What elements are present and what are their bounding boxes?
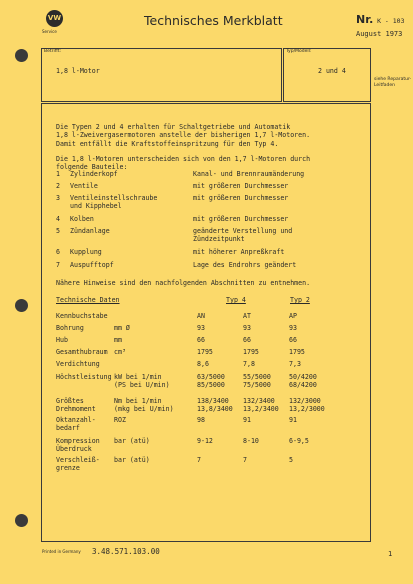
punch-hole-bottom (15, 514, 28, 527)
tech-cell-c: 132/3000 (289, 397, 321, 405)
tech-cell-c: 91 (289, 416, 297, 424)
typ-label: Typ/Modell: (286, 49, 312, 54)
tech-cell-label: Kennbuchstabe (56, 312, 108, 320)
tech-cell-a: 66 (197, 336, 205, 344)
tech-cell-label: Höchstleistung (56, 373, 112, 381)
tech-cell-b: AT (243, 312, 251, 320)
part-desc: mit höherer Anpreßkraft (193, 248, 285, 256)
tech-cell-a: AN (197, 312, 205, 320)
tech-cell-b: 13,2/3400 (243, 405, 279, 413)
tech-cell-label: Bohrung (56, 324, 84, 332)
list-item (56, 261, 297, 269)
part-name: Zündanlage (70, 227, 110, 235)
tech-cell-c: 93 (289, 324, 297, 332)
tech-cell-unit: mm (114, 336, 122, 344)
vw-logo: VW (46, 10, 63, 27)
tech-cell-unit: Nm bei 1/min (114, 397, 162, 405)
part-num: 6 (56, 248, 60, 256)
part-desc: mit größeren Durchmesser (193, 182, 289, 190)
part-name: Ventile (70, 182, 98, 190)
tech-cell-b: 93 (243, 324, 251, 332)
part-name: Zylinderkopf (70, 170, 118, 178)
nr-label: Nr. (356, 13, 374, 26)
document-number (356, 13, 405, 26)
tech-cell-label: Kompression (56, 437, 100, 445)
nr-value: K - 103 (377, 17, 405, 25)
tech-cell-unit: bar (atü) (114, 437, 150, 445)
typ-value: 2 und 4 (318, 67, 346, 75)
tech-cell-unit: bar (atü) (114, 456, 150, 464)
document-date: August 1973 (356, 30, 403, 38)
tech-cell-label: Hub (56, 336, 68, 344)
tech-cell-a: 1795 (197, 348, 213, 356)
list-item (56, 227, 293, 235)
tech-cell-c: 50/4200 (289, 373, 317, 381)
tech-cell-a: 7 (197, 456, 201, 464)
part-desc: Zündzeitpunkt (193, 235, 245, 243)
tech-cell-label: Oktanzahl- (56, 416, 96, 424)
tech-cell-unit: (PS bei U/min) (114, 381, 170, 389)
tech-cell-a: 63/5000 (197, 373, 225, 381)
part-num: 1 (56, 170, 60, 178)
col-header-typ4: Typ 4 (226, 296, 246, 304)
tech-cell-label: Überdruck (56, 445, 92, 453)
part-num: 2 (56, 182, 60, 190)
side-note: siehe Reparatur-Leitfaden (374, 77, 412, 88)
list-item (56, 170, 305, 178)
logo-subtext: Service (42, 29, 57, 34)
list-item (56, 182, 289, 190)
tech-cell-a: 8,6 (197, 360, 209, 368)
tech-cell-a: 93 (197, 324, 205, 332)
tech-cell-label: grenze (56, 464, 80, 472)
part-num: 7 (56, 261, 60, 269)
tech-cell-label: Verdichtung (56, 360, 100, 368)
tech-cell-a: 9-12 (197, 437, 213, 445)
part-num: 5 (56, 227, 60, 235)
tech-cell-c: 66 (289, 336, 297, 344)
tech-cell-label: Gesamthubraum (56, 348, 108, 356)
tech-cell-c: 68/4200 (289, 381, 317, 389)
part-name: Kupplung (70, 248, 102, 256)
part-name: und Kipphebel (70, 202, 122, 210)
col-header-typ2: Typ 2 (290, 296, 310, 304)
tech-cell-c: 1795 (289, 348, 305, 356)
typ-box (283, 48, 371, 102)
betrifft-box (41, 48, 282, 102)
page-title: Technisches Merkblatt (144, 13, 283, 28)
tech-cell-b: 7,8 (243, 360, 255, 368)
tech-cell-a: 13,8/3400 (197, 405, 233, 413)
tech-cell-unit: ROZ (114, 416, 126, 424)
tech-cell-unit: cm³ (114, 348, 126, 356)
betrifft-value: 1,8 l-Motor (56, 67, 100, 75)
tech-heading: Technische Daten (56, 296, 120, 304)
punch-hole-top (15, 49, 28, 62)
part-num: 3 (56, 194, 60, 202)
tech-cell-a: 138/3400 (197, 397, 229, 405)
tech-cell-label: Verschleiß- (56, 456, 100, 464)
note-text: Nähere Hinweise sind den nachfolgenden Abschnitten zu entnehmen. (56, 279, 311, 287)
betrifft-label: Betrifft: (44, 49, 62, 54)
tech-cell-c: AP (289, 312, 297, 320)
print-number: 3.48.571.103.00 (92, 547, 160, 556)
part-desc: geänderte Verstellung und (193, 227, 293, 235)
tech-cell-c: 6-9,5 (289, 437, 309, 445)
tech-cell-b: 91 (243, 416, 251, 424)
part-name: Kolben (70, 215, 94, 223)
tech-cell-label: Drehmoment (56, 405, 96, 413)
tech-cell-a: 98 (197, 416, 205, 424)
tech-cell-b: 55/5000 (243, 373, 271, 381)
intro-line: Damit entfällt die Kraftstoffeinspritzung für den Typ 4. (56, 139, 279, 148)
tech-cell-label: bedarf (56, 424, 80, 432)
part-name: Auspufftopf (70, 261, 114, 269)
tech-cell-unit: mm Ø (114, 324, 130, 332)
diff-line: Die 1,8 l-Motoren unterscheiden sich von den 1,7 l-Motoren durch (56, 154, 311, 163)
tech-cell-b: 132/3400 (243, 397, 275, 405)
part-name: Ventileinstellschraube (70, 194, 158, 202)
page-number: 1 (388, 550, 393, 558)
tech-cell-c: 5 (289, 456, 293, 464)
list-item (56, 248, 285, 256)
part-desc: Kanal- und Brennraumänderung (193, 170, 305, 178)
diff-line: folgende Bauteile: (56, 163, 128, 172)
tech-cell-b: 1795 (243, 348, 259, 356)
tech-cell-c: 7,3 (289, 360, 301, 368)
part-desc: Lage des Endrohrs geändert (193, 261, 297, 269)
part-desc: mit größeren Durchmesser (193, 215, 289, 223)
tech-cell-label: Größtes (56, 397, 84, 405)
tech-cell-b: 8-10 (243, 437, 259, 445)
tech-cell-b: 7 (243, 456, 247, 464)
printed-in: Printed in Germany (42, 549, 81, 554)
intro-line: Die Typen 2 und 4 erhalten für Schaltgetriebe und Automatik (56, 122, 291, 131)
tech-cell-unit: (mkg bei U/min) (114, 405, 174, 413)
part-num: 4 (56, 215, 60, 223)
tech-cell-unit: kW bei 1/min (114, 373, 162, 381)
list-item (56, 194, 289, 202)
punch-hole-middle (15, 299, 28, 312)
part-desc: mit größeren Durchmesser (193, 194, 289, 202)
list-item (56, 215, 289, 223)
intro-line: 1,8 l-Zweivergasermotoren anstelle der bisherigen 1,7 l-Motoren. (56, 131, 311, 140)
tech-cell-c: 13,2/3000 (289, 405, 325, 413)
tech-cell-a: 85/5000 (197, 381, 225, 389)
tech-cell-b: 75/5000 (243, 381, 271, 389)
tech-cell-b: 66 (243, 336, 251, 344)
